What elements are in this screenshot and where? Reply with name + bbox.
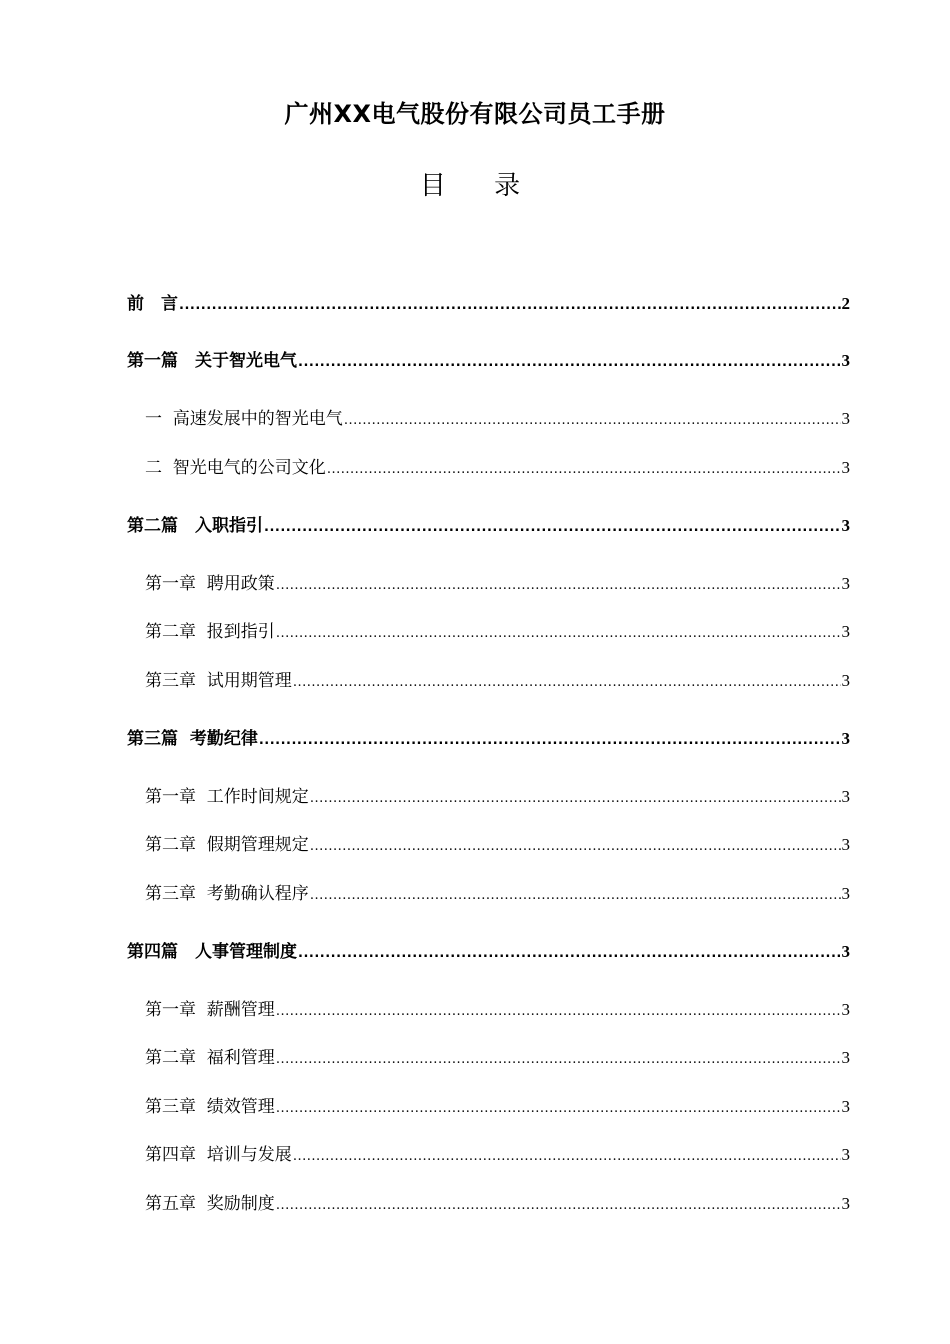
toc-leader-dots: [293, 671, 841, 695]
toc-leader-dots: [179, 294, 841, 318]
toc-leader-dots: [276, 1000, 841, 1024]
toc-entry[interactable]: [127, 456, 850, 480]
toc-entry[interactable]: [127, 998, 850, 1022]
toc-entry-label: 第三章 试用期管理: [145, 671, 292, 691]
toc-entry-label: 第五章 奖励制度: [145, 1194, 275, 1214]
toc-entry-label: 第二篇 入职指引: [127, 516, 263, 536]
toc-entry[interactable]: [127, 292, 850, 316]
toc-entry-page: 3: [841, 1000, 850, 1019]
toc-entry-page: 3: [841, 787, 850, 806]
toc-leader-dots: [276, 622, 841, 646]
toc-entry-page: 3: [841, 884, 850, 903]
toc-entry[interactable]: [127, 1192, 850, 1216]
toc-entry-page: 3: [841, 671, 850, 690]
toc-entry[interactable]: [127, 833, 850, 857]
toc-leader-dots: [264, 516, 841, 540]
toc-entry-label: 第一章 聘用政策: [145, 574, 275, 594]
toc-leader-dots: [310, 835, 841, 859]
toc-entry[interactable]: [127, 1046, 850, 1070]
toc-entry-label: 第四章 培训与发展: [145, 1145, 292, 1165]
toc-entry-label: 第三章 考勤确认程序: [145, 884, 309, 904]
toc-entry-page: 3: [841, 1194, 850, 1213]
document-title: 广州XX电气股份有限公司员工手册: [284, 100, 666, 128]
toc-entry-page: 3: [841, 835, 850, 854]
toc-entry-page: 3: [841, 622, 850, 641]
toc-leader-dots: [276, 574, 841, 598]
toc-heading: 目 录: [419, 171, 541, 201]
toc-entry-label: 第一章 薪酬管理: [145, 1000, 275, 1020]
toc-entry-page: 3: [841, 458, 850, 477]
toc-entry[interactable]: [127, 620, 850, 644]
toc-entry-label: 第三篇 考勤纪律: [127, 729, 258, 749]
toc-entry[interactable]: [127, 349, 850, 373]
toc-entry-page: 3: [841, 1145, 850, 1164]
toc-leader-dots: [344, 409, 841, 433]
toc-entry[interactable]: [127, 407, 850, 431]
toc-leader-dots: [327, 458, 841, 482]
toc-entry-label: 一 高速发展中的智光电气: [145, 409, 343, 429]
toc-entry-page: 3: [841, 1097, 850, 1116]
toc-entry-label: 第三章 绩效管理: [145, 1097, 275, 1117]
toc-entry[interactable]: [127, 882, 850, 906]
toc-entry-label: 第一篇 关于智光电气: [127, 351, 297, 371]
toc-entry-label: 第一章 工作时间规定: [145, 787, 309, 807]
toc-entry-label: 第二章 福利管理: [145, 1048, 275, 1068]
toc-entry-page: 3: [841, 574, 850, 593]
toc-entry-page: 3: [841, 1048, 850, 1067]
toc-entry[interactable]: [127, 572, 850, 596]
toc-entry-label: 第四篇 人事管理制度: [127, 942, 297, 962]
toc-entry-label: 第二章 报到指引: [145, 622, 275, 642]
toc-entry-page: 3: [841, 351, 850, 370]
toc-leader-dots: [298, 942, 841, 966]
toc-leader-dots: [298, 351, 841, 375]
toc-entry[interactable]: [127, 785, 850, 809]
toc-entry-label: 二 智光电气的公司文化: [145, 458, 326, 478]
toc-entry[interactable]: [127, 1095, 850, 1119]
toc-entry-page: 3: [841, 942, 850, 961]
toc-leader-dots: [276, 1048, 841, 1072]
toc-entry-page: 2: [841, 294, 850, 313]
toc-leader-dots: [259, 729, 841, 753]
toc-entry[interactable]: [127, 514, 850, 538]
toc-entry-page: 3: [841, 409, 850, 428]
toc-entry-label: 前 言: [127, 294, 178, 314]
toc-entry[interactable]: [127, 940, 850, 964]
toc-leader-dots: [310, 787, 841, 811]
toc-leader-dots: [276, 1097, 841, 1121]
toc-leader-dots: [276, 1194, 841, 1218]
toc-leader-dots: [293, 1145, 841, 1169]
toc-entry-page: 3: [841, 729, 850, 748]
toc-entry[interactable]: [127, 1143, 850, 1167]
toc-entry[interactable]: [127, 727, 850, 751]
toc-entry-page: 3: [841, 516, 850, 535]
toc-entry-label: 第二章 假期管理规定: [145, 835, 309, 855]
toc-entry[interactable]: [127, 669, 850, 693]
toc-leader-dots: [310, 884, 841, 908]
